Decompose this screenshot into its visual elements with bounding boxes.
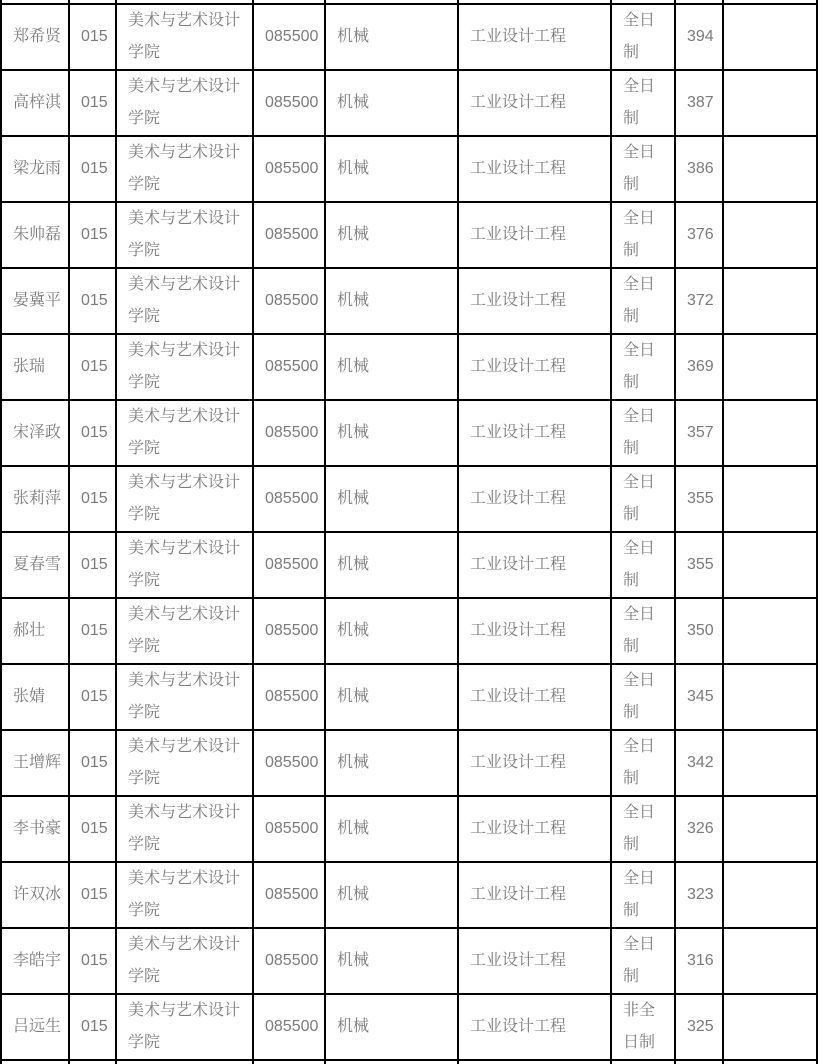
cell-student-name: 郝壮: [1, 598, 69, 664]
cell-empty: [675, 1060, 723, 1064]
cell-school-name: 美术与艺术设计学院: [116, 334, 253, 400]
table-row: [1, 664, 817, 730]
cell-school-name: 美术与艺术设计学院: [116, 4, 253, 70]
cell-student-name: 梁龙雨: [1, 136, 69, 202]
cell-program-name: 工业设计工程: [458, 730, 611, 796]
cell-major-code: 085500: [253, 400, 325, 466]
cell-score: 357: [675, 400, 723, 466]
cell-major-code: 085500: [253, 334, 325, 400]
table-row-partial-bottom: [1, 1060, 817, 1064]
cell-study-mode: 全日制: [611, 730, 675, 796]
cell-extra: [723, 928, 817, 994]
cell-study-mode: 全日制: [611, 532, 675, 598]
cell-major-code: 085500: [253, 928, 325, 994]
cell-major-category: 机械: [325, 400, 458, 466]
cell-score: 345: [675, 664, 723, 730]
cell-major-code: 085500: [253, 466, 325, 532]
cell-program-name: 工业设计工程: [458, 202, 611, 268]
cell-score: 376: [675, 202, 723, 268]
cell-empty: [723, 1060, 817, 1064]
cell-school-name: 美术与艺术设计学院: [116, 268, 253, 334]
cell-school-name: 美术与艺术设计学院: [116, 598, 253, 664]
cell-score: 386: [675, 136, 723, 202]
cell-program-name: 工业设计工程: [458, 532, 611, 598]
cell-major-code: 085500: [253, 532, 325, 598]
table-row: [1, 928, 817, 994]
cell-dept-code: 015: [69, 334, 116, 400]
cell-study-mode: 全日制: [611, 400, 675, 466]
cell-school-name: 美术与艺术设计学院: [116, 400, 253, 466]
cell-major-code: 085500: [253, 796, 325, 862]
table-row: [1, 862, 817, 928]
cell-student-name: 朱帅磊: [1, 202, 69, 268]
cell-study-mode: 全日制: [611, 70, 675, 136]
cell-dept-code: 015: [69, 70, 116, 136]
cell-major-category: 机械: [325, 598, 458, 664]
cell-extra: [723, 334, 817, 400]
cell-empty: [253, 1060, 325, 1064]
cell-major-category: 机械: [325, 862, 458, 928]
cell-extra: [723, 136, 817, 202]
cell-student-name: 张婧: [1, 664, 69, 730]
cell-major-code: 085500: [253, 268, 325, 334]
cell-major-code: 085500: [253, 598, 325, 664]
cell-student-name: 李书豪: [1, 796, 69, 862]
cell-student-name: 晏冀平: [1, 268, 69, 334]
cell-extra: [723, 466, 817, 532]
cell-school-name: 美术与艺术设计学院: [116, 730, 253, 796]
cell-school-name: 美术与艺术设计学院: [116, 70, 253, 136]
cell-extra: [723, 994, 817, 1060]
cell-extra: [723, 796, 817, 862]
cell-study-mode: 全日制: [611, 334, 675, 400]
cell-program-name: 工业设计工程: [458, 70, 611, 136]
cell-extra: [723, 70, 817, 136]
table-row: [1, 268, 817, 334]
cell-program-name: 工业设计工程: [458, 334, 611, 400]
cell-extra: [723, 400, 817, 466]
cell-empty: [1, 1060, 69, 1064]
cell-dept-code: 015: [69, 664, 116, 730]
table-row: [1, 796, 817, 862]
cell-school-name: 美术与艺术设计学院: [116, 202, 253, 268]
cell-study-mode: 全日制: [611, 796, 675, 862]
table-row: [1, 70, 817, 136]
cell-major-category: 机械: [325, 70, 458, 136]
cell-score: 387: [675, 70, 723, 136]
table-row: [1, 4, 817, 70]
cell-study-mode: 全日制: [611, 202, 675, 268]
cell-major-category: 机械: [325, 928, 458, 994]
cell-study-mode: 全日制: [611, 466, 675, 532]
cell-empty: [611, 1060, 675, 1064]
cell-school-name: 美术与艺术设计学院: [116, 466, 253, 532]
cell-empty: [116, 1060, 253, 1064]
cell-score: 325: [675, 994, 723, 1060]
cell-study-mode: 全日制: [611, 268, 675, 334]
cell-score: 369: [675, 334, 723, 400]
cell-program-name: 工业设计工程: [458, 598, 611, 664]
cell-student-name: 郑希贤: [1, 4, 69, 70]
cell-dept-code: 015: [69, 136, 116, 202]
cell-dept-code: 015: [69, 532, 116, 598]
cell-major-code: 085500: [253, 70, 325, 136]
cell-school-name: 美术与艺术设计学院: [116, 136, 253, 202]
cell-study-mode: 全日制: [611, 862, 675, 928]
cell-empty: [69, 1060, 116, 1064]
cell-student-name: 张莉萍: [1, 466, 69, 532]
cell-major-category: 机械: [325, 532, 458, 598]
cell-major-code: 085500: [253, 862, 325, 928]
cell-study-mode: 全日制: [611, 4, 675, 70]
cell-major-code: 085500: [253, 730, 325, 796]
cell-extra: [723, 598, 817, 664]
cell-major-code: 085500: [253, 4, 325, 70]
table-row: [1, 136, 817, 202]
cell-extra: [723, 862, 817, 928]
cell-student-name: 高梓淇: [1, 70, 69, 136]
cell-program-name: 工业设计工程: [458, 400, 611, 466]
cell-study-mode: 全日制: [611, 598, 675, 664]
cell-dept-code: 015: [69, 928, 116, 994]
cell-major-category: 机械: [325, 994, 458, 1060]
cell-school-name: 美术与艺术设计学院: [116, 664, 253, 730]
cell-score: 323: [675, 862, 723, 928]
cell-dept-code: 015: [69, 400, 116, 466]
table-row: [1, 400, 817, 466]
cell-major-category: 机械: [325, 730, 458, 796]
cell-study-mode: 全日制: [611, 664, 675, 730]
cell-student-name: 宋泽政: [1, 400, 69, 466]
cell-major-code: 085500: [253, 994, 325, 1060]
cell-dept-code: 015: [69, 862, 116, 928]
cell-empty: [458, 1060, 611, 1064]
cell-student-name: 吕远生: [1, 994, 69, 1060]
cell-score: 316: [675, 928, 723, 994]
cell-extra: [723, 202, 817, 268]
cell-dept-code: 015: [69, 730, 116, 796]
cell-dept-code: 015: [69, 466, 116, 532]
cell-extra: [723, 532, 817, 598]
cell-extra: [723, 4, 817, 70]
cell-study-mode: 全日制: [611, 136, 675, 202]
cell-major-category: 机械: [325, 664, 458, 730]
cell-study-mode: 非全日制: [611, 994, 675, 1060]
cell-program-name: 工业设计工程: [458, 664, 611, 730]
cell-dept-code: 015: [69, 796, 116, 862]
cell-dept-code: 015: [69, 598, 116, 664]
cell-score: 372: [675, 268, 723, 334]
table-row: [1, 466, 817, 532]
cell-program-name: 工业设计工程: [458, 466, 611, 532]
cell-score: 355: [675, 466, 723, 532]
cell-dept-code: 015: [69, 268, 116, 334]
cell-program-name: 工业设计工程: [458, 862, 611, 928]
cell-major-category: 机械: [325, 466, 458, 532]
cell-major-category: 机械: [325, 136, 458, 202]
cell-score: 350: [675, 598, 723, 664]
cell-major-code: 085500: [253, 136, 325, 202]
cell-major-code: 085500: [253, 664, 325, 730]
cell-major-category: 机械: [325, 202, 458, 268]
cell-program-name: 工业设计工程: [458, 796, 611, 862]
cell-dept-code: 015: [69, 202, 116, 268]
cell-extra: [723, 268, 817, 334]
cell-school-name: 美术与艺术设计学院: [116, 928, 253, 994]
cell-score: 326: [675, 796, 723, 862]
table-row: [1, 202, 817, 268]
table-row: [1, 334, 817, 400]
cell-student-name: 李皓宇: [1, 928, 69, 994]
table-row: [1, 532, 817, 598]
cell-major-category: 机械: [325, 334, 458, 400]
cell-school-name: 美术与艺术设计学院: [116, 994, 253, 1060]
cell-major-category: 机械: [325, 268, 458, 334]
cell-school-name: 美术与艺术设计学院: [116, 862, 253, 928]
cell-program-name: 工业设计工程: [458, 268, 611, 334]
cell-extra: [723, 664, 817, 730]
cell-major-category: 机械: [325, 796, 458, 862]
table-row: [1, 994, 817, 1060]
cell-school-name: 美术与艺术设计学院: [116, 796, 253, 862]
cell-program-name: 工业设计工程: [458, 928, 611, 994]
table-row: [1, 598, 817, 664]
cell-student-name: 张瑞: [1, 334, 69, 400]
cell-dept-code: 015: [69, 994, 116, 1060]
cell-empty: [325, 1060, 458, 1064]
cell-major-category: 机械: [325, 4, 458, 70]
cell-program-name: 工业设计工程: [458, 994, 611, 1060]
cell-study-mode: 全日制: [611, 928, 675, 994]
cell-program-name: 工业设计工程: [458, 4, 611, 70]
cell-student-name: 夏春雪: [1, 532, 69, 598]
cell-student-name: 许双冰: [1, 862, 69, 928]
cell-dept-code: 015: [69, 4, 116, 70]
cell-extra: [723, 730, 817, 796]
cell-program-name: 工业设计工程: [458, 136, 611, 202]
cell-major-code: 085500: [253, 202, 325, 268]
cell-school-name: 美术与艺术设计学院: [116, 532, 253, 598]
cell-student-name: 王增辉: [1, 730, 69, 796]
cell-score: 394: [675, 4, 723, 70]
cell-score: 342: [675, 730, 723, 796]
cell-score: 355: [675, 532, 723, 598]
table-row: [1, 730, 817, 796]
